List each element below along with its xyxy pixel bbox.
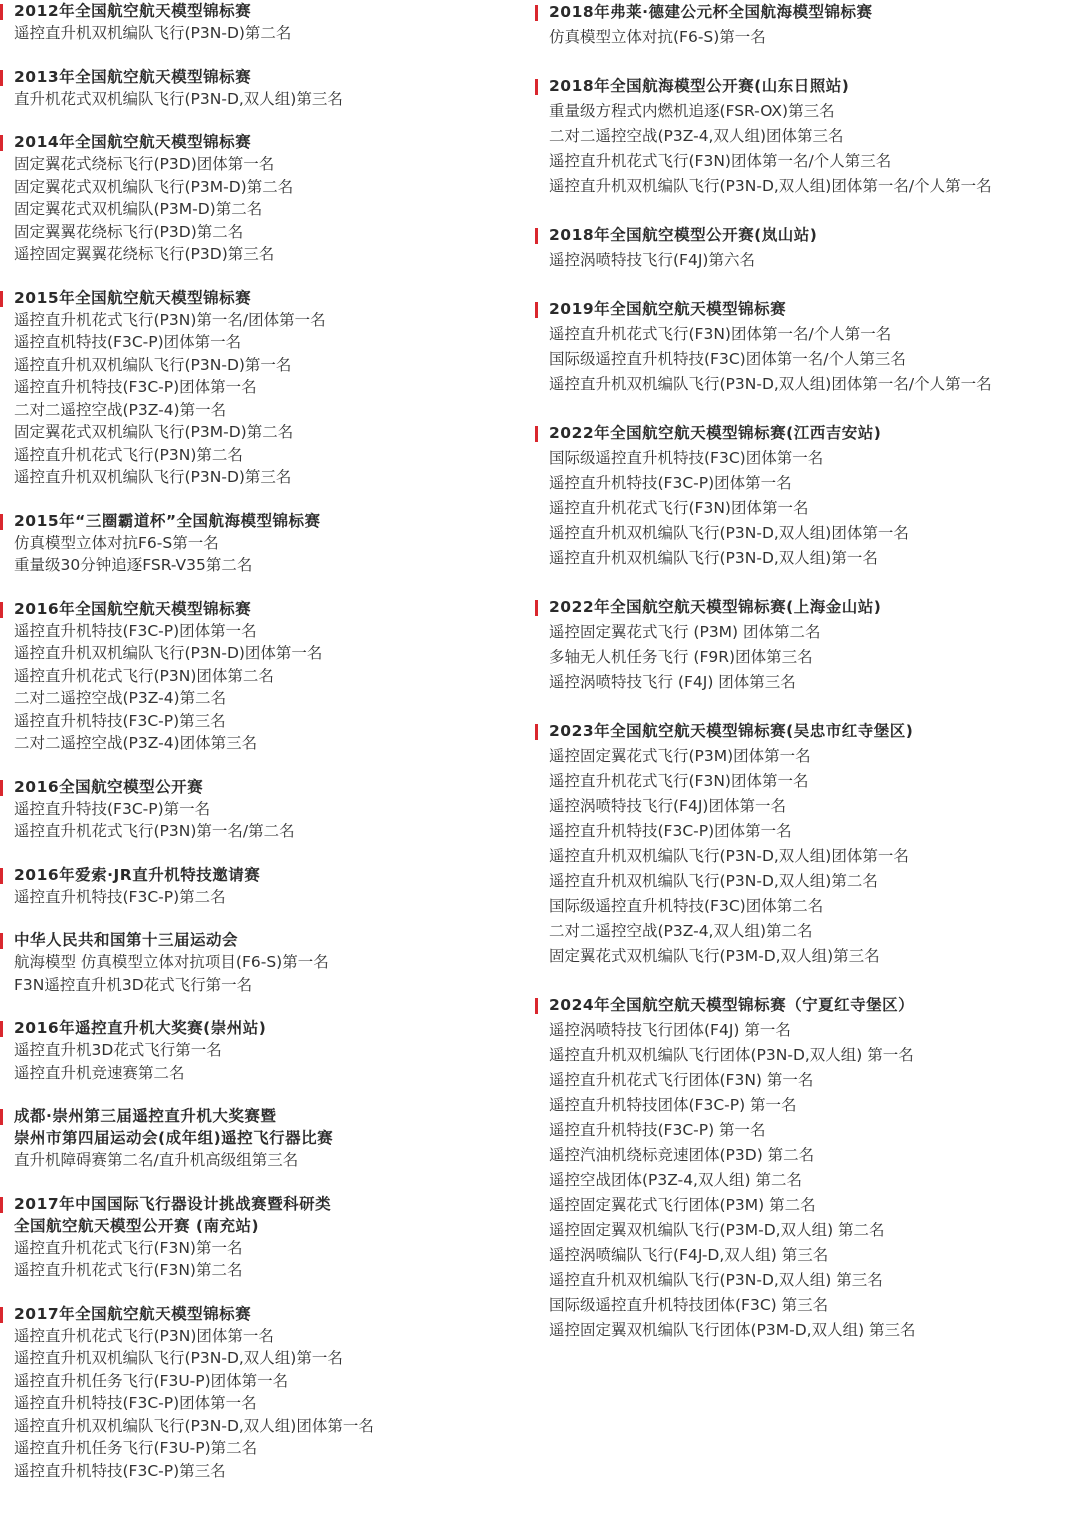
- section-title: 2016年爱索·JR直升机特技邀请赛: [14, 865, 261, 884]
- section-title: 2018年全国航空模型公开赛(岚山站): [549, 226, 818, 244]
- section-title: 全国航空航天模型公开赛 (南充站): [14, 1216, 260, 1235]
- award-item: 国际级遥控直升机特技(F3C)团体第二名: [549, 897, 824, 915]
- award-item: 遥控直升机花式飞行(F3N)团体第一名/个人第一名: [549, 325, 892, 343]
- section-title: 2022年全国航空航天模型锦标赛(上海金山站): [549, 598, 882, 616]
- award-item: 国际级遥控直升机特技(F3C)团体第一名/个人第三名: [549, 350, 906, 368]
- award-item: 遥控涡喷特技飞行(F4J)第六名: [549, 251, 755, 269]
- award-item: 国际级遥控直升机特技团体(F3C) 第三名: [549, 1296, 829, 1314]
- award-item: 遥控直升机花式飞行(F3N)第一名: [14, 1238, 243, 1257]
- award-item: 遥控直升机双机编队飞行团体(P3N-D,双人组) 第一名: [549, 1046, 914, 1064]
- award-item: 固定翼花式双机编队(P3M-D)第二名: [14, 200, 263, 218]
- award-item: 遥控涡喷编队飞行(F4J-D,双人组) 第三名: [549, 1246, 829, 1264]
- award-item: 仿真模型立体对抗(F6-S)第一名: [549, 28, 766, 46]
- award-item: 固定翼花式绕标飞行(P3D)团体第一名: [14, 155, 275, 173]
- section-title: 2022年全国航空航天模型锦标赛(江西吉安站): [549, 424, 882, 442]
- award-item: 遥控直升机花式飞行(P3N)团体第一名: [14, 1326, 274, 1345]
- award-item: 二对二遥控空战(P3Z-4)团体第三名: [14, 734, 258, 752]
- award-item: 遥控直升机特技(F3C-P)团体第一名: [14, 621, 257, 640]
- award-section: [0, 510, 530, 577]
- award-item: 遥控直升机特技(F3C-P)第三名: [14, 711, 226, 730]
- award-section: [535, 0, 1080, 50]
- award-item: 直升机障碍赛第二名/直升机高级组第三名: [14, 1151, 299, 1169]
- award-section: [0, 0, 530, 45]
- section-title: 2012年全国航空航天模型锦标赛: [14, 2, 252, 20]
- award-item: 遥控直升机特技(F3C-P) 第一名: [549, 1121, 766, 1139]
- section-title: 成都·崇州第三届遥控直升机大奖赛暨: [14, 1107, 277, 1125]
- award-item: 遥控直升机特技(F3C-P)团体第一名: [549, 822, 792, 840]
- award-item: 遥控直升机双机编队飞行(P3N-D,双人组)团体第一名: [14, 1416, 374, 1435]
- section-title: 2014年全国航空航天模型锦标赛: [14, 133, 252, 151]
- award-item: 重量级方程式内燃机追逐(FSR-OX)第三名: [549, 102, 835, 120]
- award-item: 遥控汽油机绕标竞速团体(P3D) 第二名: [549, 1146, 815, 1164]
- award-section: [0, 131, 530, 266]
- award-item: 遥控直升机特技团体(F3C-P) 第一名: [549, 1096, 797, 1114]
- award-item: 遥控直升机花式飞行(F3N)第二名: [14, 1261, 243, 1279]
- award-section: [535, 223, 1080, 273]
- award-item: 遥控固定翼花式飞行 (P3M) 团体第二名: [549, 623, 821, 641]
- award-item: 遥控直升机特技(F3C-P)团体第一名: [14, 378, 257, 396]
- award-item: 多轴无人机任务飞行 (F9R)团体第三名: [549, 648, 813, 666]
- award-item: 遥控直升机任务飞行(F3U-P)团体第一名: [14, 1371, 289, 1390]
- award-item: 遥控直升机特技(F3C-P)第三名: [14, 1461, 226, 1480]
- award-section: [0, 1303, 530, 1483]
- award-item: 二对二遥控空战(P3Z-4)第二名: [14, 689, 227, 707]
- award-item: 遥控固定翼花式飞行团体(P3M) 第二名: [549, 1196, 816, 1214]
- award-section: [535, 74, 1080, 199]
- award-item: 遥控直升机双机编队飞行(P3N-D,双人组)第一名: [549, 549, 878, 567]
- award-item: 固定翼翼花绕标飞行(P3D)第二名: [14, 222, 244, 241]
- section-title: 2017年中国国际飞行器设计挑战赛暨科研类: [14, 1194, 332, 1213]
- award-item: 遥控直升机双机编队飞行(P3N-D,双人组)第二名: [549, 872, 878, 890]
- award-section: [0, 598, 530, 755]
- section-title: 2023年全国航空航天模型锦标赛(吴忠市红寺堡区): [549, 722, 914, 740]
- award-item: 国际级遥控直升机特技(F3C)团体第一名: [549, 449, 824, 467]
- award-item: 遥控直升机花式飞行(P3N)团体第二名: [14, 666, 274, 685]
- award-section: [535, 297, 1080, 397]
- award-item: 二对二遥控空战(P3Z-4,双人组)团体第三名: [549, 127, 844, 145]
- award-item: 遥控直升机双机编队飞行(P3N-D,双人组) 第三名: [549, 1271, 883, 1289]
- section-title: 2013年全国航空航天模型锦标赛: [14, 67, 252, 86]
- award-item: 遥控直升机双机编队飞行(P3N-D)团体第一名: [14, 644, 323, 662]
- award-section: [0, 776, 530, 843]
- award-section: [535, 719, 1080, 969]
- section-title: 2017年全国航空航天模型锦标赛: [14, 1304, 252, 1323]
- award-item: 遥控直升机双机编队飞行(P3N-D)第三名: [14, 468, 292, 486]
- award-item: 遥控直升机双机编队飞行(P3N-D,双人组)团体第一名: [549, 524, 909, 542]
- award-item: 固定翼花式双机编队飞行(P3M-D)第二名: [14, 423, 294, 441]
- award-item: 遥控直升机特技(F3C-P)团体第一名: [549, 474, 792, 492]
- award-item: 遥控直升机双机编队飞行(P3N-D,双人组)第一名: [14, 1349, 343, 1367]
- right-column: [535, 0, 1080, 1367]
- section-title: 2015年全国航空航天模型锦标赛: [14, 288, 252, 307]
- section-title: 2015年“三圈霸道杯”全国航海模型锦标赛: [14, 511, 321, 530]
- section-title: 2018年弗莱·德建公元杯全国航海模型锦标赛: [549, 3, 873, 21]
- award-section: [535, 421, 1080, 571]
- section-title: 2016年遥控直升机大奖赛(崇州站): [14, 1019, 267, 1037]
- award-item: 重量级30分钟追逐FSR-V35第二名: [14, 556, 253, 574]
- section-title: 2018年全国航海模型公开赛(山东日照站): [549, 77, 850, 95]
- award-section: [0, 929, 530, 996]
- award-item: 二对二遥控空战(P3Z-4,双人组)第二名: [549, 922, 813, 940]
- award-section: [0, 864, 530, 909]
- award-item: 遥控空战团体(P3Z-4,双人组) 第二名: [549, 1171, 802, 1189]
- award-item: 遥控直升机特技(F3C-P)团体第一名: [14, 1394, 257, 1412]
- section-title: 2016年全国航空航天模型锦标赛: [14, 599, 252, 618]
- award-item: 遥控直升机花式飞行(P3N)第一名/团体第一名: [14, 310, 326, 329]
- award-item: 遥控直升机双机编队飞行(P3N-D,双人组)团体第一名: [549, 847, 909, 865]
- award-item: 固定翼花式双机编队飞行(P3M-D,双人组)第三名: [549, 947, 880, 965]
- award-item: 遥控涡喷特技飞行团体(F4J) 第一名: [549, 1021, 791, 1039]
- award-section: [0, 1105, 530, 1172]
- award-item: 遥控直升机花式飞行(F3N)团体第一名: [549, 772, 809, 790]
- award-item: 遥控直升特技(F3C-P)第一名: [14, 799, 211, 818]
- award-item: 遥控涡喷特技飞行 (F4J) 团体第三名: [549, 673, 796, 691]
- award-item: 遥控直升机双机编队飞行(P3N-D)第一名: [14, 355, 292, 374]
- award-item: 遥控直升机特技(F3C-P)第二名: [14, 887, 226, 906]
- award-section: [0, 287, 530, 489]
- award-item: 固定翼花式双机编队飞行(P3M-D)第二名: [14, 177, 294, 196]
- award-item: 遥控固定翼双机编队飞行团体(P3M-D,双人组) 第三名: [549, 1321, 916, 1339]
- award-item: 仿真模型立体对抗F6-S第一名: [14, 533, 219, 552]
- section-title: 中华人民共和国第十三届运动会: [14, 931, 239, 949]
- section-title: 2016全国航空模型公开赛: [14, 777, 204, 796]
- award-section: [0, 66, 530, 111]
- section-title: 崇州市第四届运动会(成年组)遥控飞行器比赛: [14, 1129, 334, 1147]
- award-item: 遥控直升机3D花式飞行第一名: [14, 1041, 222, 1059]
- award-item: 航海模型 仿真模型立体对抗项目(F6-S)第一名: [14, 953, 329, 971]
- award-section: [0, 1193, 530, 1282]
- award-item: 遥控直升机花式飞行(P3N)第一名/第二名: [14, 822, 295, 840]
- award-item: 遥控直升机花式飞行(F3N)团体第一名/个人第三名: [549, 152, 892, 170]
- award-item: 遥控固定翼双机编队飞行(P3M-D,双人组) 第二名: [549, 1221, 885, 1239]
- award-item: 遥控直升机花式飞行(P3N)第二名: [14, 445, 243, 464]
- award-item: 遥控涡喷特技飞行(F4J)团体第一名: [549, 797, 786, 815]
- section-title: 2024年全国航空航天模型锦标赛（宁夏红寺堡区）: [549, 996, 915, 1014]
- award-item: 遥控直升机任务飞行(F3U-P)第二名: [14, 1439, 258, 1457]
- award-item: 遥控直升机花式飞行团体(F3N) 第一名: [549, 1071, 814, 1089]
- section-title: 2019年全国航空航天模型锦标赛: [549, 300, 787, 318]
- award-item: 遥控直升机双机编队飞行(P3N-D,双人组)团体第一名/个人第一名: [549, 177, 992, 195]
- award-item: 遥控直升机双机编队飞行(P3N-D)第二名: [14, 24, 292, 42]
- award-item: 直升机花式双机编队飞行(P3N-D,双人组)第三名: [14, 89, 343, 108]
- award-section: [0, 1017, 530, 1084]
- award-item: 遥控直机特技(F3C-P)团体第一名: [14, 333, 242, 351]
- award-item: 遥控直升机双机编队飞行(P3N-D,双人组)团体第一名/个人第一名: [549, 375, 992, 393]
- award-section: [535, 993, 1080, 1343]
- award-item: 遥控直升机花式飞行(F3N)团体第一名: [549, 499, 809, 517]
- award-item: 遥控固定翼翼花绕标飞行(P3D)第三名: [14, 245, 275, 263]
- award-item: F3N遥控直升机3D花式飞行第一名: [14, 975, 253, 994]
- award-section: [535, 595, 1080, 695]
- award-item: 遥控直升机竞速赛第二名: [14, 1063, 185, 1082]
- award-item: 遥控固定翼花式飞行(P3M)团体第一名: [549, 747, 811, 765]
- award-item: 二对二遥控空战(P3Z-4)第一名: [14, 400, 227, 419]
- left-column: [0, 0, 530, 1503]
